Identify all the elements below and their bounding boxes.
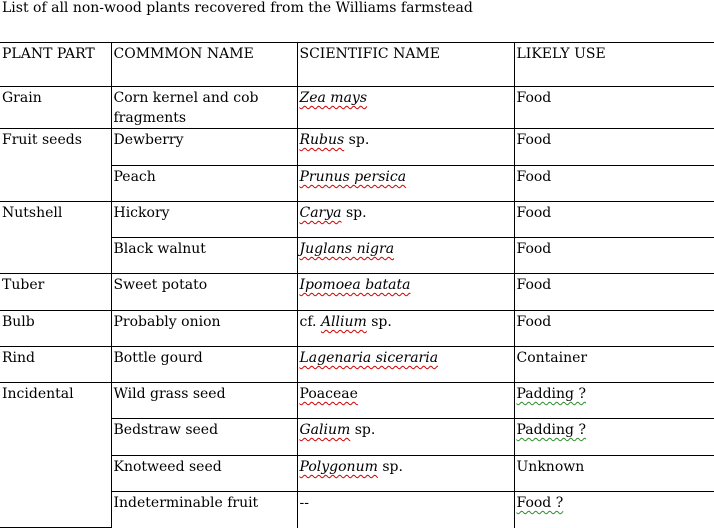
likely-use-cell: Food xyxy=(514,274,714,311)
likely-use-text: Food ? xyxy=(516,495,564,511)
plant-part-cell: Tuber xyxy=(0,274,111,311)
common-name-cell: Dewberry xyxy=(111,129,297,166)
likely-use-cell xyxy=(514,492,714,528)
likely-use-cell: Food xyxy=(514,202,714,238)
common-name-cell: Knotweed seed xyxy=(111,456,297,492)
header-plant-part: PLANT PART xyxy=(0,43,111,87)
common-name-cell: Bottle gourd xyxy=(111,347,297,383)
sci-name: Ipomoea batata xyxy=(299,277,411,293)
sci-name: Carya xyxy=(299,205,342,221)
likely-use-text: Padding ? xyxy=(516,386,586,402)
common-name-cell: Corn kernel and cob fragments xyxy=(111,87,297,129)
plant-part-cell: Fruit seeds xyxy=(0,129,111,202)
sci-name: Prunus persica xyxy=(299,169,407,185)
table-row xyxy=(0,129,714,166)
plant-part-cell: Nutshell xyxy=(0,202,111,274)
sci-suffix: sp. xyxy=(341,205,367,221)
scientific-name-cell xyxy=(297,311,514,347)
plant-part-cell: Bulb xyxy=(0,311,111,347)
likely-use-cell: Food xyxy=(514,87,714,129)
sci-name: Galium xyxy=(299,422,351,438)
table-row xyxy=(0,87,714,129)
plant-part-cell: Rind xyxy=(0,347,111,383)
scientific-name-cell xyxy=(297,456,514,492)
sci-name: Lagenaria siceraria xyxy=(299,350,439,366)
sci-suffix: sp. xyxy=(350,422,376,438)
scientific-name-cell xyxy=(297,87,514,129)
common-name-cell: Indeterminable fruit xyxy=(111,492,297,528)
sci-name: Allium xyxy=(320,314,367,330)
sci-name: Poaceae xyxy=(299,386,358,402)
likely-use-cell: Unknown xyxy=(514,456,714,492)
scientific-name-cell xyxy=(297,492,514,528)
header-row xyxy=(0,43,714,87)
sci-prefix: cf. xyxy=(299,314,321,330)
table-row xyxy=(0,347,714,383)
sci-suffix: sp. xyxy=(344,132,370,148)
sci-name: Polygonum xyxy=(299,459,378,475)
likely-use-cell: Food xyxy=(514,129,714,166)
common-name-cell: Probably onion xyxy=(111,311,297,347)
likely-use-cell: Food xyxy=(514,238,714,274)
header-likely-use: LIKELY USE xyxy=(514,43,714,87)
common-name-cell: Black walnut xyxy=(111,238,297,274)
likely-use-cell: Food xyxy=(514,311,714,347)
table-row xyxy=(0,311,714,347)
plant-part-cell: Incidental xyxy=(0,383,111,528)
scientific-name-cell xyxy=(297,347,514,383)
likely-use-cell: Container xyxy=(514,347,714,383)
common-name-cell: Bedstraw seed xyxy=(111,419,297,456)
common-name-cell: Hickory xyxy=(111,202,297,238)
header-common-name: COMMMON NAME xyxy=(111,43,297,87)
plants-table xyxy=(0,42,714,528)
common-name-cell: Wild grass seed xyxy=(111,383,297,419)
scientific-name-cell xyxy=(297,419,514,456)
table-row xyxy=(0,202,714,238)
scientific-name-cell xyxy=(297,166,514,202)
scientific-name-cell xyxy=(297,274,514,311)
sci-suffix: sp. xyxy=(377,459,403,475)
sci-name: Juglans nigra xyxy=(299,241,395,257)
likely-use-text: Padding ? xyxy=(516,422,586,438)
table-row xyxy=(0,274,714,311)
common-name-cell: Sweet potato xyxy=(111,274,297,311)
likely-use-cell xyxy=(514,419,714,456)
sci-prefix: -- xyxy=(299,495,309,511)
sci-name: Rubus xyxy=(299,132,345,148)
likely-use-cell: Food xyxy=(514,166,714,202)
common-name-cell: Peach xyxy=(111,166,297,202)
scientific-name-cell xyxy=(297,202,514,238)
plant-part-cell: Grain xyxy=(0,87,111,129)
table-caption: List of all non-wood plants recovered from the Williams farmstead xyxy=(2,0,473,16)
sci-suffix: sp. xyxy=(366,314,392,330)
scientific-name-cell xyxy=(297,129,514,166)
sci-name: Zea mays xyxy=(299,90,368,106)
header-scientific-name: SCIENTIFIC NAME xyxy=(297,43,514,87)
scientific-name-cell xyxy=(297,383,514,419)
scientific-name-cell xyxy=(297,238,514,274)
table-row xyxy=(0,383,714,419)
likely-use-cell xyxy=(514,383,714,419)
